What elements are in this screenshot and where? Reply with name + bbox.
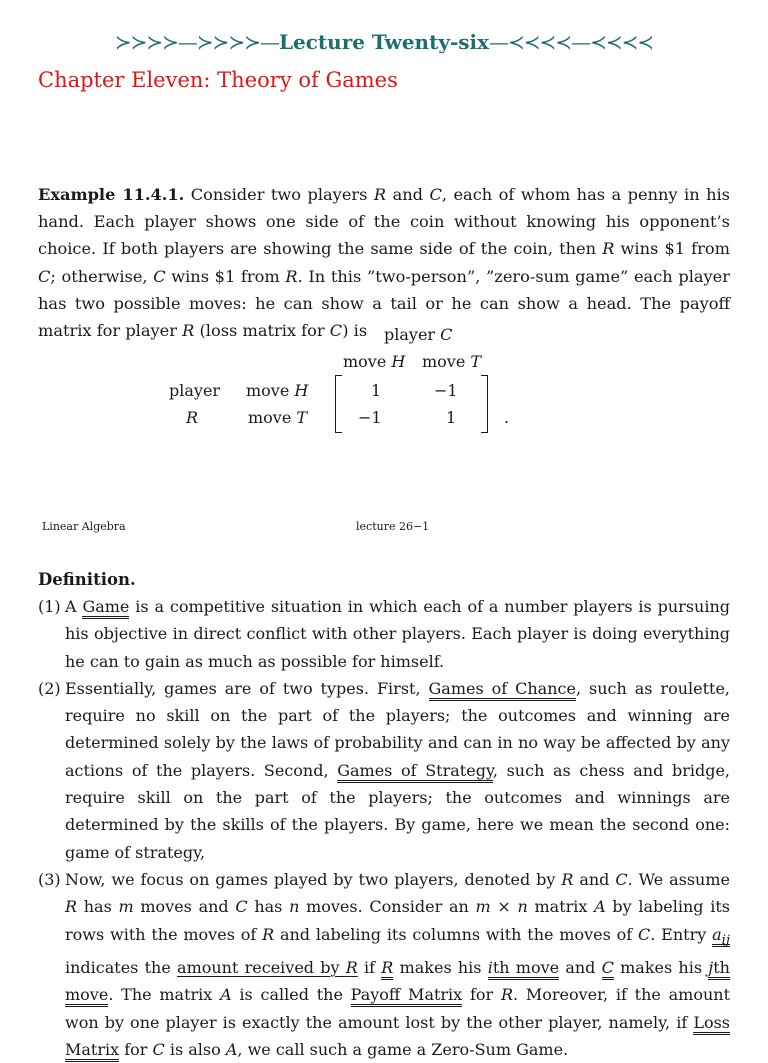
var-a: A bbox=[594, 897, 606, 917]
phrase-ith-move bbox=[488, 958, 559, 980]
example-text: (loss matrix for bbox=[194, 321, 330, 341]
item-text: , we call such a game a Zero-Sum Game. bbox=[237, 1039, 569, 1059]
move-word: move bbox=[422, 352, 466, 371]
item-text: . Entry bbox=[650, 924, 713, 944]
chapter-title: Chapter Eleven: Theory of Games bbox=[38, 68, 398, 92]
column-header-h bbox=[343, 352, 405, 371]
item-text: Now, we focus on games played by two players, denoted by bbox=[65, 869, 562, 889]
var-r: R bbox=[285, 266, 298, 286]
term-games-of-chance: Games of Chance bbox=[429, 679, 576, 701]
var-c: C bbox=[429, 185, 442, 204]
row-header-h bbox=[246, 381, 308, 400]
example-text: , each of whom has a penny in his hand. Each player shows one side of the coin without knowing his opponent’s choice. If both players are showing the same side of the coin, then bbox=[38, 185, 730, 259]
definition-list bbox=[38, 593, 730, 1063]
move-h: H bbox=[391, 352, 406, 371]
var-r: R bbox=[65, 897, 78, 917]
move-t: T bbox=[296, 408, 308, 427]
var-c: C bbox=[38, 266, 51, 286]
phrase-text: th move bbox=[65, 958, 730, 1005]
var-r: R bbox=[381, 958, 394, 978]
example-text: wins $1 from bbox=[614, 239, 731, 259]
var-c: C bbox=[152, 1039, 165, 1059]
definition-item-3 bbox=[38, 866, 730, 1063]
item-text: indicates the bbox=[65, 958, 178, 978]
item-text: . We assume bbox=[627, 869, 730, 889]
example-text: . In this ”two-person”, ”zero-sum game” each player has two possible moves: he can show a tail or he can show a head. The payoff matrix for player bbox=[38, 266, 730, 341]
var-m: m bbox=[118, 897, 134, 917]
var-r: R bbox=[186, 408, 199, 427]
item-text: is also bbox=[164, 1039, 226, 1059]
item-text: has bbox=[247, 897, 290, 917]
row-header-t bbox=[248, 408, 307, 427]
var-c: C bbox=[235, 897, 248, 917]
row-player-label: player bbox=[169, 381, 221, 400]
example-text: ) is bbox=[342, 321, 368, 341]
item-text: makes his bbox=[613, 958, 709, 978]
item-text: for bbox=[462, 985, 501, 1005]
matrix-right-bracket bbox=[481, 375, 488, 433]
var-m: m bbox=[475, 897, 491, 917]
footer-page-label: lecture 26−1 bbox=[356, 520, 430, 533]
example-label: Example 11.4.1. bbox=[38, 185, 185, 204]
item-text: . The matrix bbox=[108, 985, 221, 1005]
item-text: and bbox=[573, 869, 616, 889]
player-word: player bbox=[384, 325, 436, 344]
definition-item-2 bbox=[38, 675, 730, 866]
phrase-amount-received bbox=[177, 958, 358, 977]
item-text: . Moreover, if the amount won by one player is exactly the amount lost by the other player, namely, if bbox=[65, 985, 730, 1032]
item-text: moves and bbox=[133, 897, 236, 917]
example-text: wins $1 from bbox=[165, 266, 286, 286]
var-r: R bbox=[262, 924, 275, 944]
var-c: C bbox=[440, 325, 453, 344]
var-r: R bbox=[561, 869, 574, 889]
var-r: R bbox=[182, 321, 195, 341]
matrix-period: . bbox=[504, 408, 510, 427]
move-t: T bbox=[470, 352, 482, 371]
item-text: and bbox=[559, 958, 602, 978]
example-paragraph bbox=[38, 181, 730, 344]
item-number: (1) bbox=[38, 597, 61, 616]
var-r: R bbox=[602, 239, 615, 259]
var-c: C bbox=[329, 321, 343, 341]
definition-item-1 bbox=[38, 593, 730, 675]
underlined-c bbox=[602, 958, 614, 980]
matrix-left-bracket bbox=[335, 375, 342, 433]
item-text: Essentially, games are of two types. First, bbox=[65, 678, 429, 698]
var-a: A bbox=[225, 1039, 238, 1059]
move-h: H bbox=[294, 381, 309, 400]
term-game: Game bbox=[82, 597, 129, 619]
example-text: ; otherwise, bbox=[50, 266, 154, 286]
entry-aij bbox=[712, 925, 730, 947]
header-ornament-left: ≻≻≻≻—≻≻≻≻— bbox=[114, 30, 279, 54]
times-sign: × bbox=[490, 897, 518, 917]
item-text: A bbox=[65, 597, 83, 616]
move-word: move bbox=[248, 408, 292, 427]
header-ornament-right: —≺≺≺≺—≺≺≺≺ bbox=[489, 30, 654, 54]
footer-left: Linear Algebra bbox=[42, 520, 126, 533]
item-text: moves. Consider an bbox=[299, 897, 476, 917]
item-text: is a competitive situation in which each of a number players is pursuing his objective in direct conflict with other players. Each player is doing everything he can to gain as much as possible for himself. bbox=[65, 597, 731, 671]
item-number: (2) bbox=[38, 678, 61, 698]
var-n: n bbox=[289, 897, 300, 917]
var-r: R bbox=[373, 185, 387, 204]
subscript-ij: ij bbox=[721, 932, 731, 948]
var-j: j bbox=[708, 958, 714, 978]
item-text: is called the bbox=[231, 985, 351, 1005]
item-text: by labeling its rows with the moves of bbox=[65, 897, 730, 944]
var-c: C bbox=[615, 869, 628, 889]
var-c: C bbox=[601, 958, 614, 978]
example-text: and bbox=[386, 185, 430, 204]
item-text: , such as roulette, require no skill on the part of the players; the outcomes and winning are determined solely by the laws of probability and can in no way be affected by any actions of the players. Second, bbox=[65, 678, 731, 780]
row-player-var bbox=[186, 408, 198, 427]
matrix-cell: −1 bbox=[358, 408, 382, 427]
item-text: matrix bbox=[527, 897, 595, 917]
lecture-header bbox=[0, 30, 768, 54]
item-text: for bbox=[119, 1039, 153, 1059]
item-number: (3) bbox=[38, 869, 61, 889]
matrix-cell: 1 bbox=[371, 381, 382, 400]
term-loss-matrix: Loss Matrix bbox=[65, 1013, 730, 1062]
example-text: Consider two players bbox=[184, 185, 374, 204]
lecture-title: Lecture Twenty-six bbox=[278, 30, 490, 54]
item-text: has bbox=[77, 897, 119, 917]
move-word: move bbox=[343, 352, 387, 371]
var-n: n bbox=[517, 897, 528, 917]
var-c: C bbox=[638, 924, 651, 944]
term-payoff-matrix: Payoff Matrix bbox=[351, 985, 463, 1007]
matrix-cell: 1 bbox=[446, 408, 457, 427]
term-games-of-strategy: Games of Strategy bbox=[337, 761, 493, 783]
phrase-text: amount received by bbox=[177, 958, 346, 978]
underlined-r bbox=[381, 958, 393, 980]
var-r: R bbox=[500, 985, 513, 1005]
column-header-t bbox=[422, 352, 481, 371]
var-r: R bbox=[345, 958, 358, 978]
item-text: and labeling its columns with the moves of bbox=[274, 924, 638, 944]
item-text: if bbox=[357, 958, 382, 978]
var-c: C bbox=[153, 266, 166, 286]
payoff-matrix-display bbox=[0, 325, 768, 445]
matrix-cell: −1 bbox=[434, 381, 458, 400]
var-a-lower: a bbox=[712, 924, 722, 944]
phrase-text: th move bbox=[492, 958, 560, 978]
var-a: A bbox=[220, 985, 232, 1005]
item-text: makes his bbox=[393, 958, 488, 978]
var-i: i bbox=[487, 958, 493, 978]
item-text: , such as chess and bridge, require skill on the part of the players; the outcomes and winnings are determined by the skills of the players. By game, here we mean the second one: game of strategy, bbox=[65, 760, 731, 862]
column-player-label bbox=[384, 325, 452, 344]
move-word: move bbox=[246, 381, 290, 400]
definition-heading: Definition. bbox=[38, 570, 136, 589]
